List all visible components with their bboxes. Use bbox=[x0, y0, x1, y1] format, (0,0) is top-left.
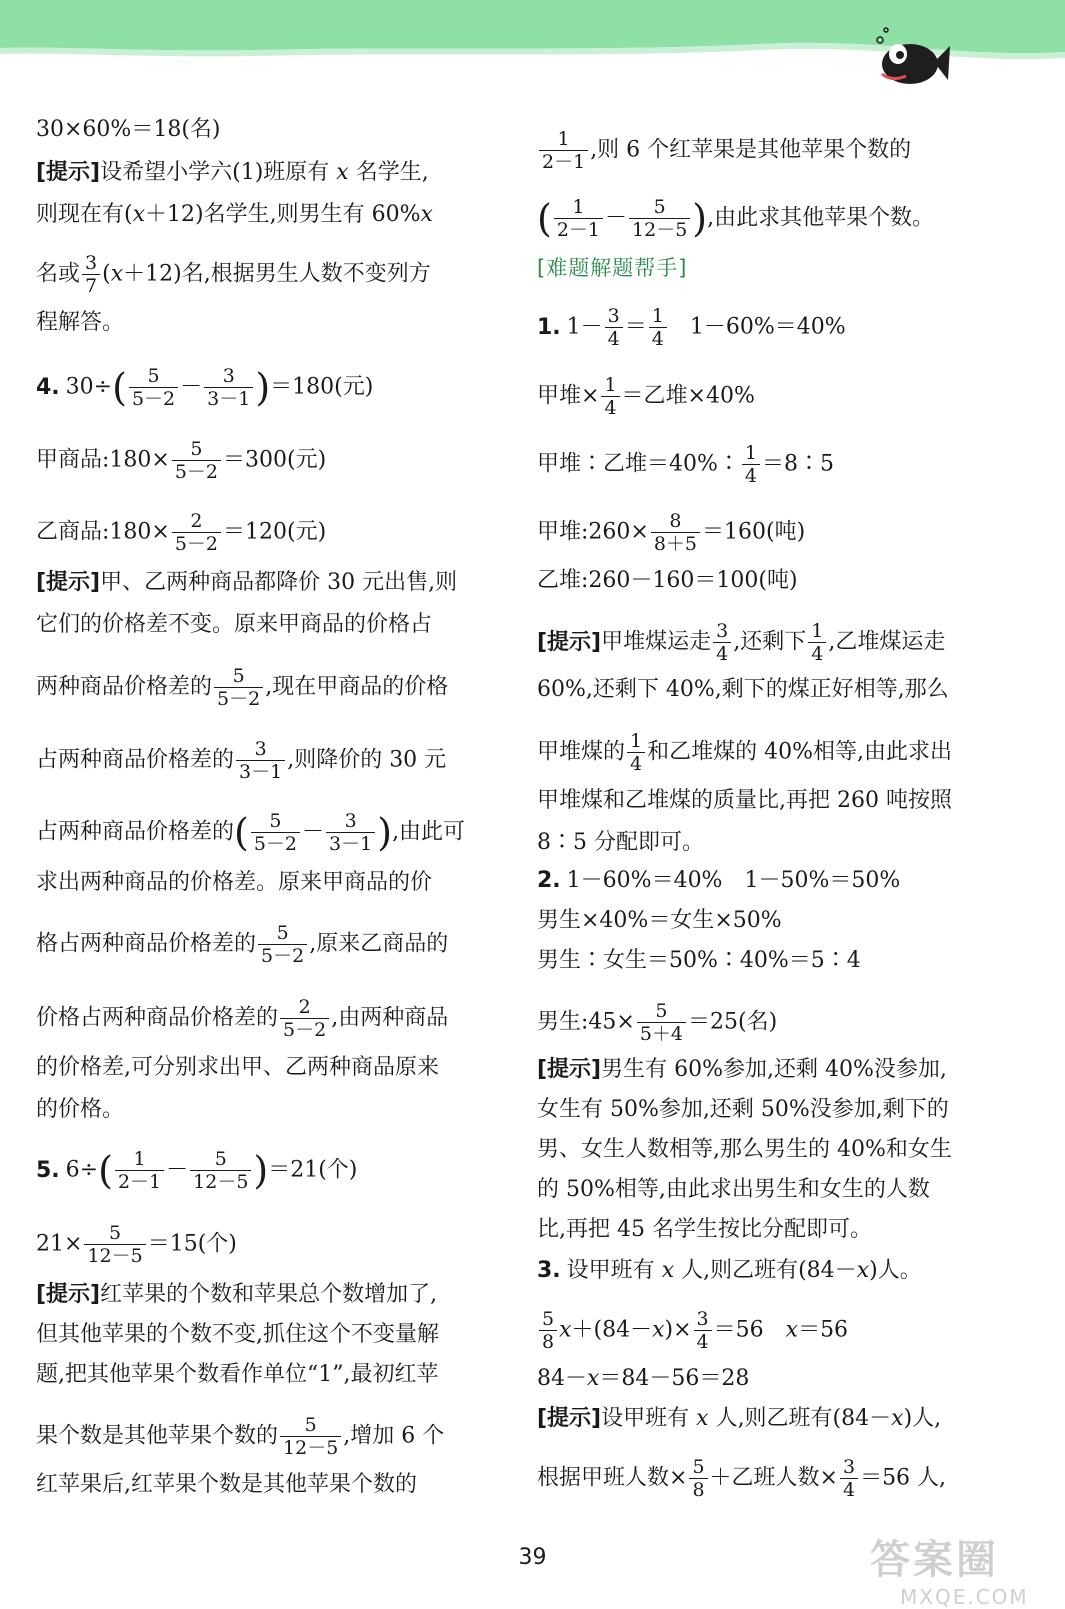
hint-line: [提示]甲堆煤运走 $\frac{3}{4}$ ,还剩下 $\frac{1}{4}$ ,乙堆煤运走 bbox=[537, 620, 946, 665]
question-1-line: 1. 1－ $\frac{3}{4}$ ＝ $\frac{1}{4}$ 1－60%＝40% bbox=[537, 305, 846, 350]
answer-line: 84－x＝84－56＝28 bbox=[537, 1366, 750, 1391]
hint-line: $\frac{1}{2-1}$ ,则 6 个红苹果是其他苹果个数的 bbox=[537, 128, 911, 173]
hint-line: 的价格。 bbox=[36, 1097, 125, 1122]
section-title: [难题解题帮手] bbox=[537, 256, 688, 280]
hint-line: [提示]设希望小学六(1)班原有 x 名学生, bbox=[36, 158, 429, 188]
hint-line: 甲堆煤和乙堆煤的质量比,再把 260 吨按照 bbox=[537, 788, 952, 813]
hint-line: 求出两种商品的价格差。原来甲商品的价 bbox=[36, 870, 433, 895]
answer-line: 男生×40%＝女生×50% bbox=[537, 908, 782, 933]
answer-line: $\frac{5}{8}$ x＋(84－x)× $\frac{3}{4}$ ＝56 x＝56 bbox=[537, 1308, 848, 1353]
hint-line: 但其他苹果的个数不变,抓住这个不变量解 bbox=[36, 1322, 439, 1347]
hint-line: 占两种商品价格差的( $\frac{5}{5-2}$ － $\frac{3}{3-1}$ ),由此可 bbox=[36, 810, 466, 855]
watermark: 答案圈 MXQE.COM bbox=[870, 1537, 1029, 1609]
hint-line: [提示]男生有 60%参加,还剩 40%没参加, bbox=[537, 1057, 947, 1082]
hint-line: 名或 $\frac{3}{7}$ (x＋12)名,根据男生人数不变列方 bbox=[36, 252, 431, 297]
answer-line: 30×60%＝18(名) bbox=[36, 117, 221, 142]
hint-line: 它们的价格差不变。原来甲商品的价格占 bbox=[36, 612, 433, 637]
page-number: 39 bbox=[518, 1545, 547, 1570]
hint-line: 的价格差,可分别求出甲、乙两种商品原来 bbox=[36, 1055, 439, 1080]
hint-line: 的 50%相等,由此求出男生和女生的人数 bbox=[537, 1177, 930, 1202]
answer-line: 甲堆∶乙堆＝40%∶ $\frac{1}{4}$ ＝8∶5 bbox=[537, 442, 834, 487]
question-4-line: 4. 30÷( $\frac{5}{5-2}$ － $\frac{3}{3-1}$ )＝180(元) bbox=[36, 365, 374, 410]
answer-line: 甲商品:180× $\frac{5}{5-2}$ ＝300(元) bbox=[36, 438, 327, 483]
hint-line: 60%,还剩下 40%,剩下的煤正好相等,那么 bbox=[537, 677, 949, 702]
hint-line: [提示]红苹果的个数和苹果总个数增加了, bbox=[36, 1282, 438, 1307]
hint-line: 男、女生人数相等,那么男生的 40%和女生 bbox=[537, 1137, 952, 1162]
hint-line: 程解答。 bbox=[36, 310, 125, 335]
answer-line: 乙商品:180× $\frac{2}{5-2}$ ＝120(元) bbox=[36, 510, 327, 555]
hint-line: 红苹果后,红苹果个数是其他苹果个数的 bbox=[36, 1472, 417, 1497]
hint-line: 两种商品价格差的 $\frac{5}{5-2}$ ,现在甲商品的价格 bbox=[36, 665, 449, 710]
hint-tag: [提示] bbox=[36, 160, 101, 185]
answer-line: 甲堆:260× $\frac{8}{8+5}$ ＝160(吨) bbox=[537, 510, 806, 555]
hint-line: 格占两种商品价格差的 $\frac{5}{5-2}$ ,原来乙商品的 bbox=[36, 922, 449, 967]
answer-line: 男生:45× $\frac{5}{5+4}$ ＝25(名) bbox=[537, 1000, 778, 1045]
hint-line: 题,把其他苹果个数看作单位“1”,最初红苹 bbox=[36, 1362, 439, 1387]
hint-line: ( $\frac{1}{2-1}$ － $\frac{5}{12-5}$ ),由此求其他苹果个数。 bbox=[537, 196, 935, 241]
hint-line: 女生有 50%参加,还剩 50%没参加,剩下的 bbox=[537, 1097, 949, 1122]
hint-line: 则现在有(x＋12)名学生,则男生有 60%x bbox=[36, 202, 433, 227]
question-3-line: 3. 设甲班有 x 人,则乙班有(84－x)人。 bbox=[537, 1258, 922, 1283]
hint-line: 8∶5 分配即可。 bbox=[537, 830, 704, 855]
hint-line: 比,再把 45 名学生按比分配即可。 bbox=[537, 1217, 872, 1242]
hint-line: 价格占两种商品价格差的 $\frac{2}{5-2}$ ,由两种商品 bbox=[36, 996, 449, 1041]
hint-line: [提示]甲、乙两种商品都降价 30 元出售,则 bbox=[36, 570, 458, 595]
hint-line: 占两种商品价格差的 $\frac{3}{3-1}$ ,则降价的 30 元 bbox=[36, 738, 447, 783]
question-number: 4. bbox=[36, 374, 60, 400]
question-2-line: 2. 1－60%＝40% 1－50%＝50% bbox=[537, 868, 901, 893]
answer-line: 甲堆× $\frac{1}{4}$ ＝乙堆×40% bbox=[537, 374, 755, 419]
question-5-line: 5. 6÷( $\frac{1}{2-1}$ － $\frac{5}{12-5}$ )＝21(个) bbox=[36, 1148, 358, 1193]
hint-line: [提示]设甲班有 x 人,则乙班有(84－x)人, bbox=[537, 1406, 942, 1431]
fraction: $\frac{3}{7}$ bbox=[82, 252, 100, 297]
answer-line: 乙堆:260－160＝100(吨) bbox=[537, 568, 798, 593]
hint-line: 甲堆煤的 $\frac{1}{4}$ 和乙堆煤的 40%相等,由此求出 bbox=[537, 730, 952, 775]
answer-line: 男生∶女生＝50%∶40%＝5∶4 bbox=[537, 948, 861, 973]
hint-line: 果个数是其他苹果个数的 $\frac{5}{12-5}$ ,增加 6 个 bbox=[36, 1414, 445, 1459]
answer-line: 21× $\frac{5}{12-5}$ ＝15(个) bbox=[36, 1222, 237, 1267]
hint-line: 根据甲班人数× $\frac{5}{8}$ ＋乙班人数× $\frac{3}{4}$ ＝56 人, bbox=[537, 1456, 947, 1501]
fish-mascot-icon bbox=[872, 22, 952, 97]
